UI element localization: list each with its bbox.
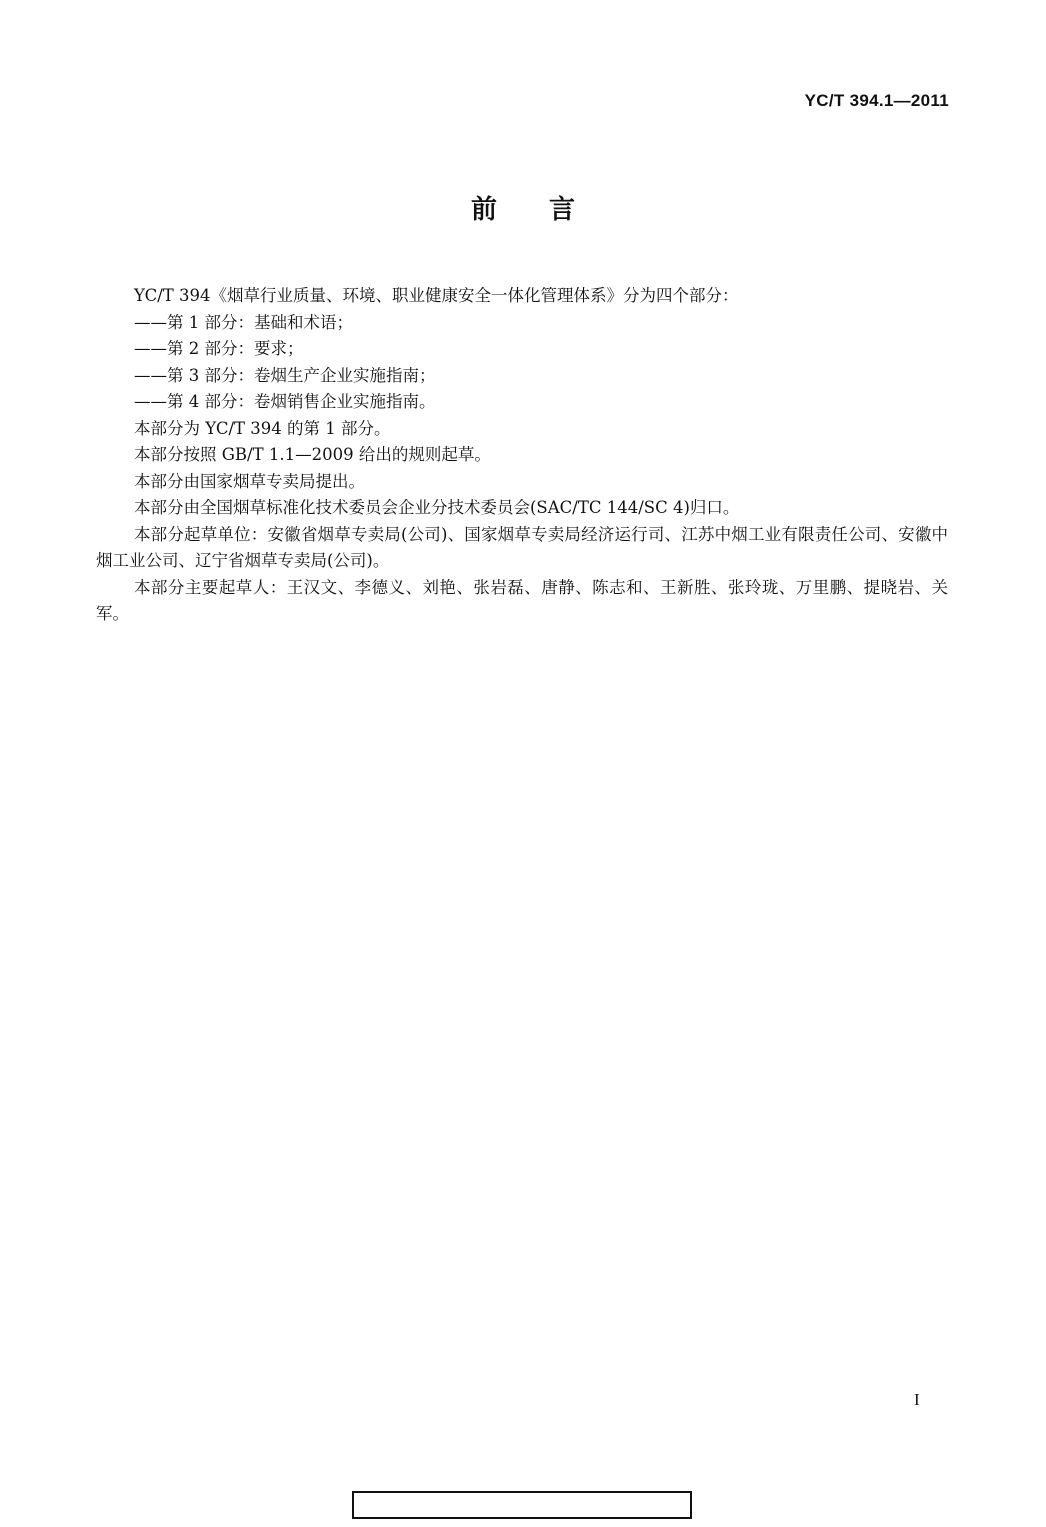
paragraph-drafters: 本部分主要起草人：王汉文、李德义、刘艳、张岩磊、唐静、陈志和、王新胜、张玲珑、万里鹏、提晓岩、关军。: [96, 577, 948, 623]
foreword-body: [96, 283, 948, 628]
footer-box: [352, 1491, 692, 1519]
paragraph-part-statement: 本部分为 YC/T 394 的第 1 部分。: [134, 418, 391, 438]
paragraph-committee: 本部分由全国烟草标准化技术委员会企业分技术委员会(SAC/TC 144/SC 4)归口。: [134, 498, 740, 517]
paragraph-intro: YC/T 394《烟草行业质量、环境、职业健康安全一体化管理体系》分为四个部分：: [134, 286, 739, 305]
list-item-part-4: ——第 4 部分：卷烟销售企业实施指南。: [134, 392, 436, 411]
paragraph-drafting-rules: 本部分按照 GB/T 1.1—2009 给出的规则起草。: [134, 445, 491, 464]
document-code: YC/T 394.1—2011: [804, 91, 949, 110]
list-item-part-2: ——第 2 部分：要求；: [134, 339, 304, 358]
page-number: I: [914, 1390, 920, 1409]
paragraph-drafting-units: 本部分起草单位：安徽省烟草专卖局(公司)、国家烟草专卖局经济运行司、江苏中烟工业有限责任公司、安徽中烟工业公司、辽宁省烟草专卖局(公司)。: [96, 524, 948, 570]
paragraph-proposer: 本部分由国家烟草专卖局提出。: [134, 471, 365, 491]
list-item-part-3: ——第 3 部分：卷烟生产企业实施指南；: [134, 365, 436, 385]
page-title: 前言: [470, 195, 627, 225]
list-item-part-1: ——第 1 部分：基础和术语；: [134, 312, 353, 332]
